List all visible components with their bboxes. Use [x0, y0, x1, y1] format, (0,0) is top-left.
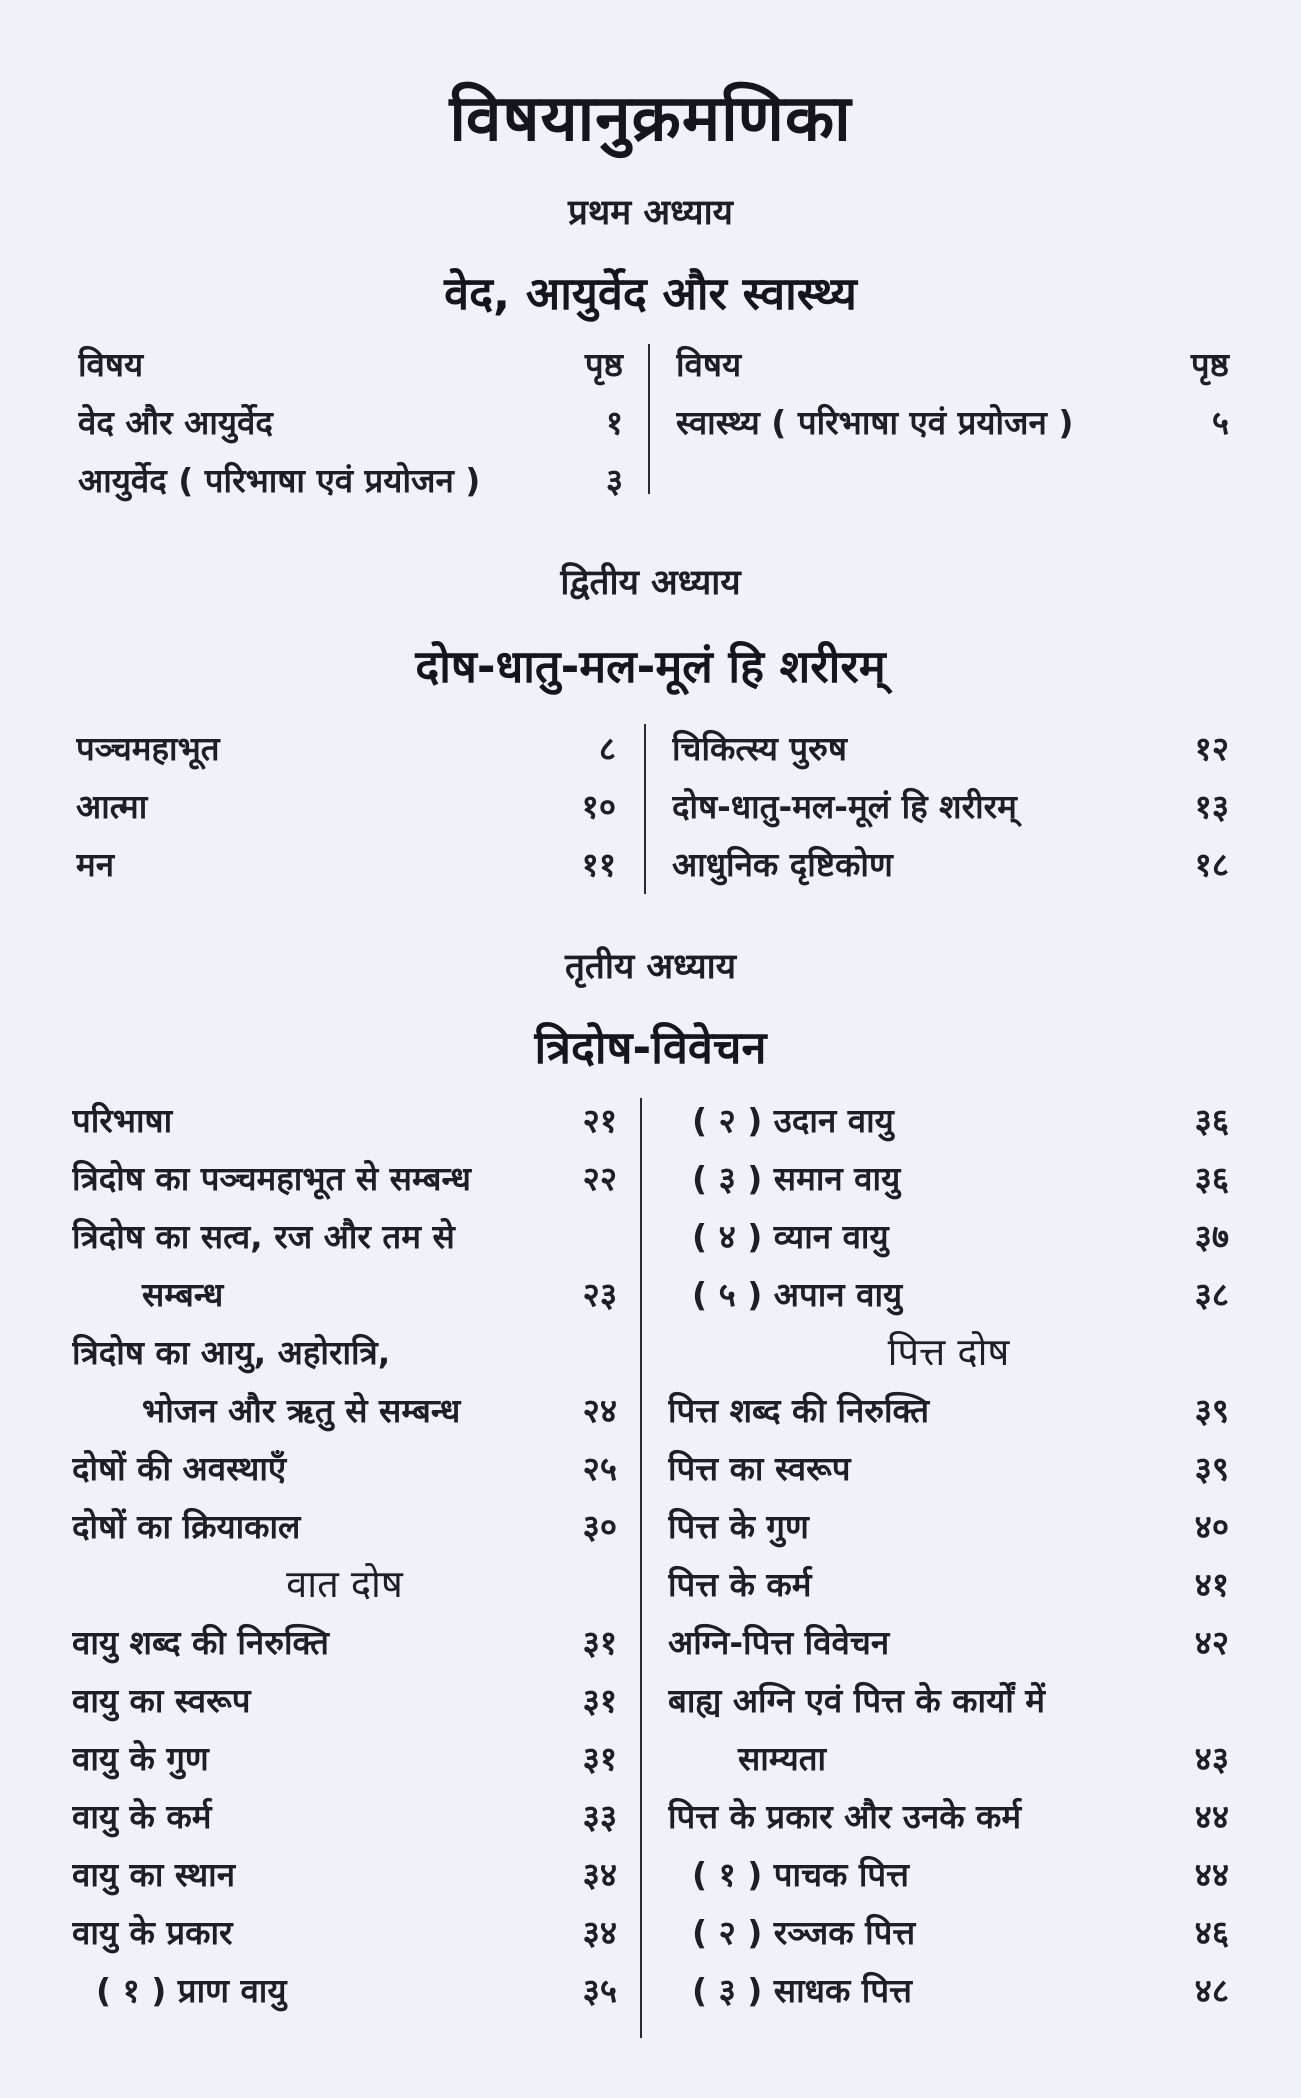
toc-entry-title: ( १ ) पाचक पित्त	[692, 1854, 909, 1894]
toc-entry-page: ४४	[1194, 1854, 1229, 1894]
toc-entry-title: ( ४ ) व्यान वायु	[692, 1216, 889, 1256]
toc-entry-page: २३	[582, 1274, 617, 1314]
chapter-2-title: दोष-धातु-मल-मूलं हि शरीरम्	[415, 640, 886, 693]
toc-entry-title: चिकित्स्य पुरुष	[672, 728, 847, 768]
toc-entry-title: पित्त दोष	[887, 1330, 1010, 1374]
chapter-3-divider	[640, 1098, 642, 2038]
toc-entry	[668, 1554, 1229, 1612]
toc-entry	[78, 450, 623, 508]
toc-entry	[72, 1438, 617, 1496]
chapter-1-label: प्रथम अध्याय	[568, 193, 733, 233]
toc-entry-page: ३५	[582, 1970, 617, 2010]
toc-entry	[72, 1090, 617, 1148]
toc-entry	[72, 1844, 617, 1902]
toc-entry	[72, 1206, 617, 1264]
toc-entry-page: ३६	[1194, 1158, 1229, 1198]
toc-entry-title: अग्नि-पित्त विवेचन	[668, 1622, 890, 1662]
toc-entry	[72, 1670, 617, 1728]
chapter-2-left-column	[76, 718, 616, 892]
toc-entry-title: परिभाषा	[72, 1100, 173, 1140]
toc-entry	[72, 1264, 617, 1322]
toc-entry-title: वात दोष	[286, 1562, 403, 1606]
toc-entry-title: वायु शब्द की निरुक्ति	[72, 1622, 329, 1662]
toc-entry-title: पित्त के प्रकार और उनके कर्म	[668, 1796, 1022, 1836]
toc-entry-title: बाह्य अग्नि एवं पित्त के कार्यों में	[668, 1680, 1045, 1720]
toc-entry-page: ४३	[1194, 1738, 1229, 1778]
toc-entry	[668, 1844, 1229, 1902]
toc-entry-page: ४४	[1194, 1796, 1229, 1836]
toc-entry-title: ( २ ) रञ्जक पित्त	[692, 1912, 916, 1952]
toc-entry-title: पित्त के गुण	[668, 1506, 809, 1546]
chapter-3-right-column	[668, 1090, 1229, 2018]
toc-entry	[668, 1148, 1229, 1206]
chapter-1-divider	[648, 344, 650, 494]
toc-entry	[668, 1438, 1229, 1496]
toc-entry	[76, 834, 616, 892]
toc-entry-title: दोषों का क्रियाकाल	[72, 1506, 301, 1546]
toc-entry	[72, 1380, 617, 1438]
toc-entry-title: वायु के कर्म	[72, 1796, 212, 1836]
toc-entry	[76, 776, 616, 834]
toc-entry-page: ३७	[1194, 1216, 1229, 1256]
toc-entry	[668, 1264, 1229, 1322]
toc-entry-page: १	[605, 402, 623, 442]
toc-entry	[72, 1612, 617, 1670]
toc-entry-page: ३४	[582, 1912, 617, 1952]
toc-entry-title: साम्यता	[738, 1738, 827, 1778]
toc-entry-page: ३८	[1194, 1274, 1229, 1314]
toc-entry-page: १२	[1194, 728, 1229, 768]
toc-entry	[668, 1496, 1229, 1554]
toc-entry-title: ( ३ ) साधक पित्त	[692, 1970, 912, 2010]
toc-entry	[72, 1148, 617, 1206]
toc-entry	[672, 834, 1229, 892]
toc-entry-title: पित्त का स्वरूप	[668, 1448, 851, 1488]
toc-entry-page: ४६	[1194, 1912, 1229, 1952]
chapter-3-title: त्रिदोष-विवेचन	[534, 1021, 767, 1074]
toc-header-row	[78, 334, 623, 392]
page-title: विषयानुक्रमणिका	[449, 82, 852, 156]
toc-entry-title: त्रिदोष का सत्व, रज और तम से	[72, 1216, 455, 1256]
column-label-page: पृष्ठ	[584, 344, 623, 384]
toc-entry-page: १८	[1194, 844, 1229, 884]
toc-section-heading	[668, 1322, 1229, 1380]
toc-entry-page: ४८	[1194, 1970, 1229, 2010]
toc-entry-page: ११	[581, 844, 616, 884]
toc-entry	[78, 392, 623, 450]
toc-entry-page: १३	[1194, 786, 1229, 826]
column-label-subject: विषय	[676, 344, 742, 384]
toc-entry-page: २५	[582, 1448, 617, 1488]
toc-entry-page: ३१	[582, 1622, 617, 1662]
toc-entry-title: त्रिदोष का पञ्चमहाभूत से सम्बन्ध	[72, 1158, 471, 1198]
toc-entry	[72, 1960, 617, 2018]
chapter-2-label: द्वितीय अध्याय	[560, 563, 741, 603]
toc-entry-title: भोजन और ऋतु से सम्बन्ध	[142, 1390, 461, 1430]
chapter-1-right-column	[676, 334, 1229, 450]
toc-entry-title: वायु के प्रकार	[72, 1912, 233, 1952]
toc-entry-title: वायु का स्थान	[72, 1854, 236, 1894]
toc-entry	[668, 1728, 1229, 1786]
column-label-page: पृष्ठ	[1190, 344, 1229, 384]
toc-entry	[672, 718, 1229, 776]
toc-entry	[72, 1496, 617, 1554]
toc-entry-page: २१	[582, 1100, 617, 1140]
toc-entry	[668, 1786, 1229, 1844]
toc-entry-page: ४०	[1194, 1506, 1229, 1546]
toc-entry-title: वायु का स्वरूप	[72, 1680, 251, 1720]
chapter-1-left-column	[78, 334, 623, 508]
toc-entry-page: १०	[581, 786, 616, 826]
toc-entry	[668, 1206, 1229, 1264]
toc-entry-title: वेद और आयुर्वेद	[78, 402, 273, 442]
toc-entry-title: वायु के गुण	[72, 1738, 209, 1778]
chapter-1-title: वेद, आयुर्वेद और स्वास्थ्य	[444, 267, 857, 320]
toc-entry-title: ( ३ ) समान वायु	[692, 1158, 901, 1198]
toc-entry-title: ( ५ ) अपान वायु	[692, 1274, 903, 1314]
toc-entry-title: दोष-धातु-मल-मूलं हि शरीरम्	[672, 786, 1017, 826]
toc-entry-page: ५	[1211, 402, 1229, 442]
toc-entry-page: ४१	[1194, 1564, 1229, 1604]
chapter-3-left-column	[72, 1090, 617, 2018]
toc-entry-page: ३०	[582, 1506, 617, 1546]
toc-entry	[668, 1902, 1229, 1960]
toc-entry-title: दोषों की अवस्थाएँ	[72, 1448, 287, 1488]
toc-entry-page: ३४	[582, 1854, 617, 1894]
toc-section-heading	[72, 1554, 617, 1612]
toc-entry	[668, 1380, 1229, 1438]
toc-entry	[668, 1612, 1229, 1670]
toc-entry-title: ( १ ) प्राण वायु	[96, 1970, 287, 2010]
toc-entry-page: ३	[605, 460, 623, 500]
toc-entry-title: ( २ ) उदान वायु	[692, 1100, 894, 1140]
chapter-3-label: तृतीय अध्याय	[564, 947, 736, 987]
toc-entry-page: ३६	[1194, 1100, 1229, 1140]
toc-entry-page: ३९	[1194, 1390, 1229, 1430]
toc-entry-title: मन	[76, 844, 115, 884]
toc-entry-title: आयुर्वेद ( परिभाषा एवं प्रयोजन )	[78, 460, 481, 500]
chapter-2-right-column	[672, 718, 1229, 892]
toc-header-row	[676, 334, 1229, 392]
toc-entry	[672, 776, 1229, 834]
toc-entry-page: २४	[582, 1390, 617, 1430]
toc-entry	[76, 718, 616, 776]
toc-entry-title: स्वास्थ्य ( परिभाषा एवं प्रयोजन )	[676, 402, 1074, 442]
toc-entry-page: ३९	[1194, 1448, 1229, 1488]
toc-entry	[668, 1090, 1229, 1148]
toc-entry-page: ३३	[582, 1796, 617, 1836]
toc-entry	[72, 1728, 617, 1786]
toc-entry-page: ३१	[582, 1738, 617, 1778]
chapter-2-divider	[644, 724, 646, 894]
toc-entry-title: आधुनिक दृष्टिकोण	[672, 844, 893, 884]
toc-entry-title: पित्त शब्द की निरुक्ति	[668, 1390, 930, 1430]
toc-entry-page: २२	[582, 1158, 617, 1198]
toc-entry-page: ४२	[1194, 1622, 1229, 1662]
toc-entry-title: त्रिदोष का आयु, अहोरात्रि,	[72, 1332, 391, 1372]
toc-entry-title: पित्त के कर्म	[668, 1564, 812, 1604]
toc-entry-title: आत्मा	[76, 786, 148, 826]
toc-entry-page: ३१	[582, 1680, 617, 1720]
column-label-subject: विषय	[78, 344, 144, 384]
toc-entry	[72, 1322, 617, 1380]
toc-entry	[676, 392, 1229, 450]
toc-entry-title: पञ्चमहाभूत	[76, 728, 220, 768]
toc-entry-title: सम्बन्ध	[142, 1274, 224, 1314]
toc-entry	[72, 1786, 617, 1844]
toc-entry	[668, 1960, 1229, 2018]
toc-entry	[668, 1670, 1229, 1728]
toc-entry	[72, 1902, 617, 1960]
toc-entry-page: ८	[598, 728, 616, 768]
